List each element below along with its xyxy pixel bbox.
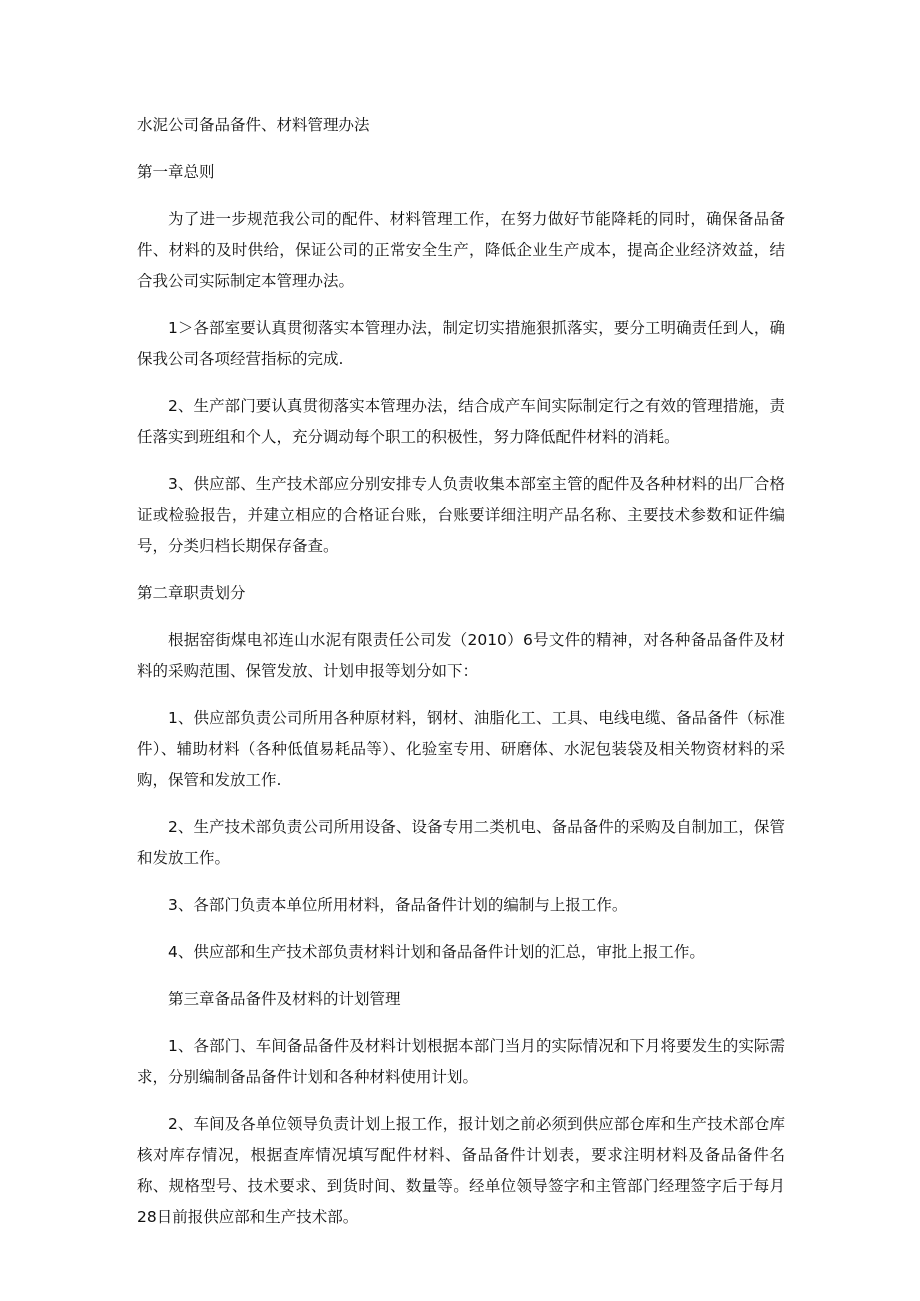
chapter-3-paragraph: 2、车间及各单位领导负责计划上报工作，报计划之前必须到供应部仓库和生产技术部仓库核对库存情况，根据查库情况填写配件材料、备品备件计划表，要求注明材料及备品备件名称、规格型号、技术要求、到货时间、数量等。经单位领导签字和主管部门经理签字后于每月28日前报供应部和生产技术部。 [137,1115,785,1226]
chapter-2-paragraph: 2、生产技术部负责公司所用设备、设备专用二类机电、备品备件的采购及自制加工，保管和发放工作。 [137,818,785,867]
chapter-1-paragraph: 为了进一步规范我公司的配件、材料管理工作，在努力做好节能降耗的同时，确保备品备件、材料的及时供给，保证公司的正常安全生产，降低企业生产成本，提高企业经济效益，结合我公司实际制定本管理办法。 [137,210,785,290]
chapter-2-paragraph: 3、各部门负责本单位所用材料，备品备件计划的编制与上报工作。 [168,896,628,914]
document-title: 水泥公司备品备件、材料管理办法 [137,116,370,134]
chapter-2-paragraph: 1、供应部负责公司所用各种原材料，钢材、油脂化工、工具、电线电缆、备品备件（标准件）、辅助材料（各种低值易耗品等）、化验室专用、研磨体、水泥包装袋及相关物资材料的采购，保管和发放工作. [137,709,785,789]
chapter-2-heading: 第二章职责划分 [137,584,246,602]
chapter-3-paragraph: 1、各部门、车间备品备件及材料计划根据本部门当月的实际情况和下月将要发生的实际需求，分别编制备品备件计划和各种材料使用计划。 [137,1037,785,1086]
chapter-1-heading: 第一章总则 [137,163,215,181]
chapter-1-paragraph: 1＞各部室要认真贯彻落实本管理办法，制定切实措施狠抓落实，要分工明确责任到人，确保我公司各项经营指标的完成. [137,319,785,368]
document-body [137,110,785,1233]
chapter-2-paragraph: 根据窑街煤电祁连山水泥有限责任公司发（2010）6号文件的精神，对各种备品备件及材料的采购范围、保管发放、计划申报等划分如下： [137,631,785,680]
chapter-1-paragraph: 3、供应部、生产技术部应分别安排专人负责收集本部室主管的配件及各种材料的出厂合格证或检验报告，并建立相应的合格证台账，台账要详细注明产品名称、主要技术参数和证件编号，分类归档长期保存备查。 [137,475,785,555]
chapter-1-paragraph: 2、生产部门要认真贯彻落实本管理办法，结合成产车间实际制定行之有效的管理措施，责任落实到班组和个人，充分调动每个职工的积极性，努力降低配件材料的消耗。 [137,397,785,446]
chapter-2-paragraph: 4、供应部和生产技术部负责材料计划和备品备件计划的汇总，审批上报工作。 [168,943,705,961]
chapter-3-heading: 第三章备品备件及材料的计划管理 [168,990,401,1008]
